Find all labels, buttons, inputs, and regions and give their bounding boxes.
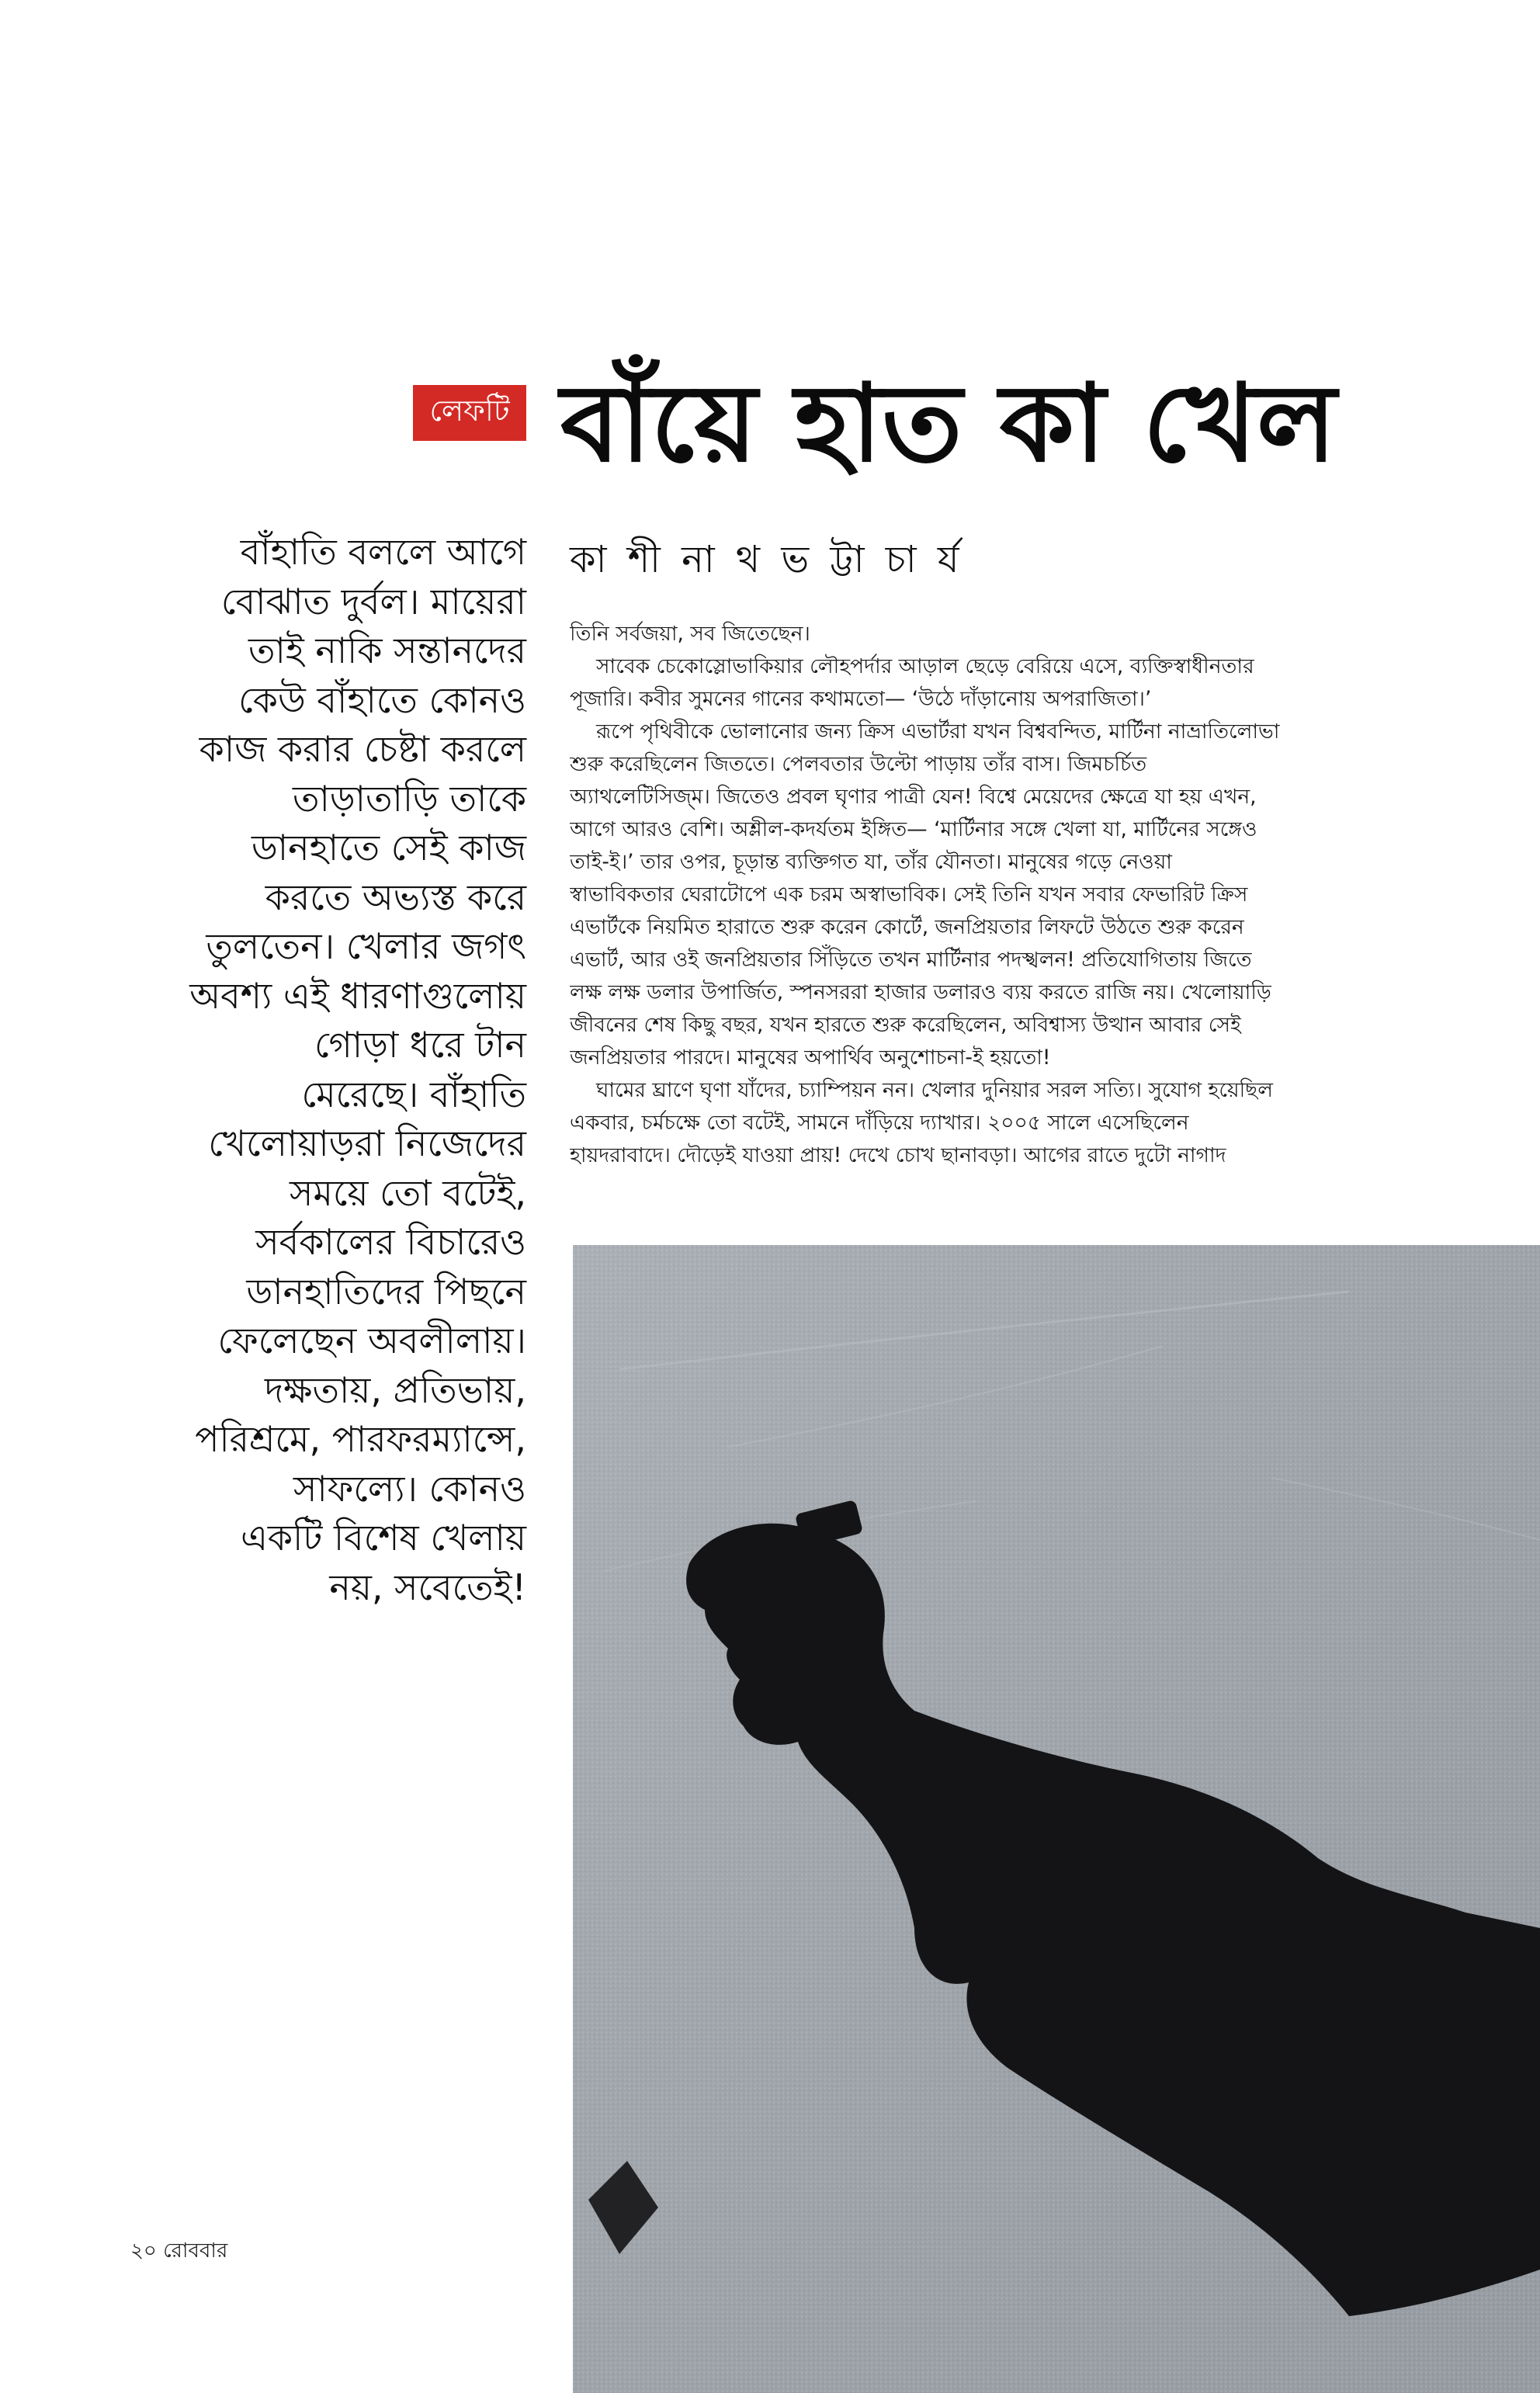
body-line: তিনি সর্বজয়া, সব জিতেছেন। bbox=[570, 622, 810, 646]
intro-line: দক্ষতায়, প্রতিভায়, bbox=[265, 1368, 526, 1411]
body-line: জীবনের শেষ কিছু বছর, যখন হারতে শুরু করেছিলেন, অবিশ্বাস্য উত্থান আবার সেই bbox=[570, 1013, 1241, 1037]
byline: কা শী না থ ভ ট্টা চা র্য bbox=[570, 538, 964, 581]
body-line: জনপ্রিয়তার পারদে। মানুষের অপার্থিব অনুশোচনা-ই হয়তো! bbox=[570, 1046, 1051, 1070]
intro-line: নয়, সবেতেই! bbox=[329, 1566, 526, 1608]
intro-line: খেলোয়াড়রা নিজেদের bbox=[208, 1122, 526, 1164]
intro-line: সময়ে তো বটেই, bbox=[290, 1171, 526, 1214]
body-line: স্বাভাবিকতার ঘেরাটোপে এক চরম অস্বাভাবিক। সেই তিনি যখন সবার ফেভারিট ক্রিস bbox=[570, 883, 1248, 907]
intro-line: করতে অভ্যস্ত করে bbox=[265, 876, 526, 918]
body-line: তাই-ই।’ তার ওপর, চূড়ান্ত ব্যক্তিগত যা, তাঁর যৌনতা। মানুষের গড়ে নেওয়া bbox=[570, 850, 1172, 874]
body-line: শুরু করেছিলেন জিততে। পেলবতার উল্টো পাড়ায় তাঁর বাস। জিমচর্চিত bbox=[570, 752, 1147, 776]
intro-line: সর্বকালের বিচারেও bbox=[255, 1221, 526, 1263]
intro-line: তাই নাকি সন্তানদের bbox=[248, 629, 526, 671]
intro-line: মেরেছে। বাঁহাতি bbox=[301, 1073, 526, 1115]
intro-line: সাফল্যে। কোনও bbox=[293, 1467, 526, 1510]
intro-line: কাজ করার চেষ্টা করলে bbox=[199, 728, 526, 770]
body-line: লক্ষ লক্ষ ডলার উপার্জিত, স্পনসররা হাজার ডলারও ব্যয় করতে রাজি নয়। খেলোয়াড়ি bbox=[570, 980, 1271, 1004]
body-line: সাবেক চেকোস্লোভাকিয়ার লৌহপর্দার আড়াল ছেড়ে বেরিয়ে এসে, ব্যক্তিস্বাধীনতার bbox=[596, 654, 1254, 678]
headline: বাঁয়ে হাত কা খেল bbox=[560, 361, 1337, 486]
section-tag: লেফটি bbox=[413, 385, 526, 441]
intro-line: তুলতেন। খেলার জগৎ bbox=[206, 925, 526, 967]
intro-pullquote bbox=[130, 528, 526, 1612]
intro-line: ফেলেছেন অবলীলায়। bbox=[217, 1320, 526, 1361]
intro-line: পরিশ্রমে, পারফরম্যান্সে, bbox=[195, 1418, 526, 1460]
intro-line: একটি বিশেষ খেলায় bbox=[240, 1517, 526, 1559]
body-line: হায়দরাবাদে। দৌড়েই যাওয়া প্রায়! দেখে চোখ ছানাবড়া। আগের রাতে দুটো নাগাদ bbox=[570, 1143, 1226, 1167]
body-line: ঘামের ঘ্রাণে ঘৃণা যাঁদের, চ্যাম্পিয়ন নন। খেলার দুনিয়ার সরল সত্যি। সুযোগ হয়েছিল bbox=[596, 1078, 1273, 1102]
intro-line: তাড়াতাড়ি তাকে bbox=[292, 777, 526, 820]
intro-line: গোড়া ধরে টান bbox=[314, 1024, 526, 1066]
intro-line: কেউ বাঁহাতে কোনও bbox=[238, 678, 526, 721]
body-line: পূজারি। কবীর সুমনের গানের কথামতো— ‘উঠে দাঁড়ানোয় অপরাজিতা।’ bbox=[570, 687, 1152, 711]
shadow-photo bbox=[573, 1245, 1540, 2393]
body-line: রূপে পৃথিবীকে ভোলানোর জন্য ক্রিস এভার্টরা যখন বিশ্ববন্দিত, মার্টিনা নাভ্রাতিলোভা bbox=[596, 720, 1280, 744]
body-line: এভার্ট, আর ওই জনপ্রিয়তার সিঁড়িতে তখন মার্টিনার পদস্খলন! প্রতিযোগিতায় জিতে bbox=[570, 948, 1252, 972]
intro-line: ডানহাতিদের পিছনে bbox=[246, 1270, 526, 1313]
body-line: এভার্টকে নিয়মিত হারাতে শুরু করেন কোর্টে, জনপ্রিয়তার লিফটে উঠতে শুরু করেন bbox=[570, 915, 1244, 939]
intro-line: ডানহাতে সেই কাজ bbox=[251, 827, 526, 869]
body-line: আগে আরও বেশি। অশ্লীল-কদর্যতম ইঙ্গিত— ‘মার্টিনার সঙ্গে খেলা যা, মার্টিনের সঙ্গেও bbox=[570, 817, 1257, 841]
intro-line: অবশ্য এই ধারণাগুলোয় bbox=[189, 974, 526, 1017]
intro-line: বাঁহাতি বললে আগে bbox=[240, 531, 526, 573]
intro-line: বোঝাত দুর্বল। মায়েরা bbox=[220, 580, 526, 623]
silhouette-shadow-image bbox=[573, 1245, 1540, 2393]
body-line: অ্যাথলেটিসিজ্‌ম। জিতেও প্রবল ঘৃণার পাত্রী যেন! বিশ্বে মেয়েদের ক্ষেত্রে যা হয় এখন, bbox=[570, 785, 1257, 809]
article-body bbox=[570, 618, 1416, 1172]
body-line: একবার, চর্মচক্ষে তো বটেই, সামনে দাঁড়িয়ে দ্যাখার। ২০০৫ সালে এসেছিলেন bbox=[570, 1111, 1189, 1135]
page-footer: ২০ রোববার bbox=[130, 2239, 228, 2263]
